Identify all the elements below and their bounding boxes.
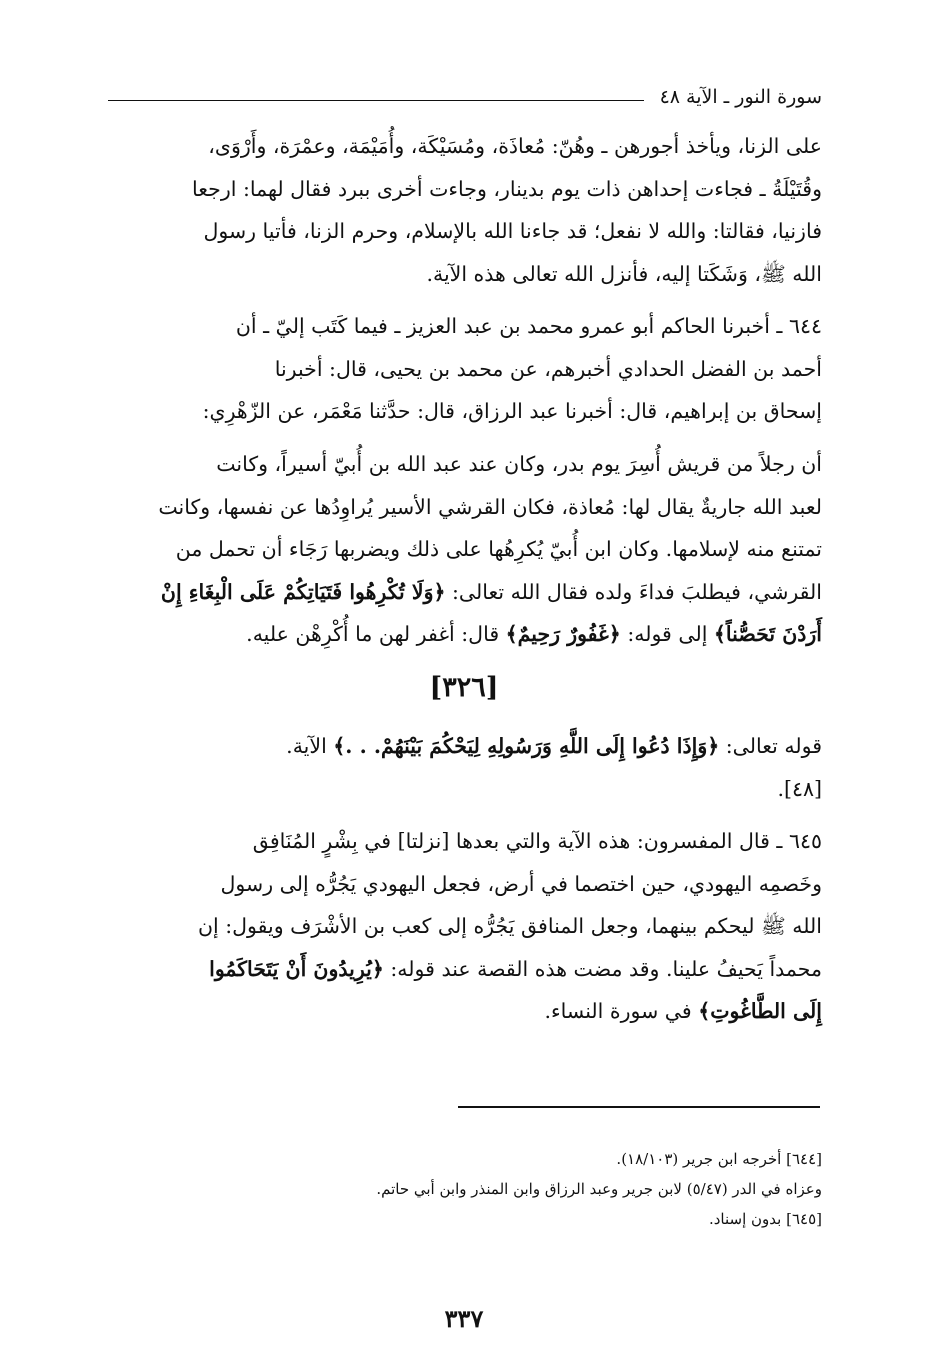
quran-verse: ﴿غَفُورٌ رَحِيمٌ﴾	[505, 622, 621, 646]
quran-verse: ﴿يُرِيدُونَ أَنْ يَتَحَاكَمُوا	[209, 956, 384, 981]
text-run: قوله تعالى:	[719, 734, 822, 758]
text-run: إلى قوله:	[620, 622, 714, 646]
text-line	[106, 613, 822, 656]
text-run: محمداً يَحيفُ علينا. وقد مضت هذه القصة عند قوله:	[383, 956, 822, 981]
footnote: [٦٤٥] بدون إسناد.	[708, 1210, 822, 1228]
text-line	[106, 571, 822, 614]
text-line	[106, 948, 822, 991]
text-line: على الزنا، ويأخذ أجورهن ـ وهُنّ: مُعاذَة، ومُسَيْكَة، وأُمَيْمَة، وعمْرَة، وأَرْوَى،	[208, 134, 822, 158]
text-line: تمتنع منه لإسلامها. وكان ابن أُبيّ يُكرِهُها على ذلك ويضربها رَجَاء أن تحمل من	[175, 537, 822, 561]
header-title: سورة النور ـ الآية ٤٨	[659, 86, 822, 108]
narration-paragraph-645	[106, 820, 822, 1033]
text-line: ٦٤٤ ـ أخبرنا الحاكم أبو عمرو محمد بن عبد العزيز ـ فيما كَتَب إليّ ـ أن	[235, 314, 822, 338]
text-line: لعبد الله جاريةٌ يقال لها: مُعاذة، فكان القرشي الأسير يُراوِدُها عن نفسها، وكانت	[158, 494, 822, 519]
text-line: ٦٤٥ ـ قال المفسرون: هذه الآية والتي بعدها [نزلتا] في بِشْرٍ المُنَافِق	[252, 829, 822, 853]
text-line: أحمد بن الفضل الحدادي أخبرهم، عن محمد بن يحيى، قال: أخبرنا	[274, 356, 822, 381]
text-run: الآية.	[286, 734, 334, 758]
quran-verse: ﴿وَإِذَا دُعُوا إِلَى اللَّهِ وَرَسُولِهِ لِيَحْكُمَ بَيْنَهُمْ. . .﴾	[333, 734, 720, 758]
isnad-paragraph-644	[106, 305, 822, 433]
footnote-rule	[458, 1106, 820, 1108]
footnote: [٦٤٤] أخرجه ابن جرير (١٨/١٠٣).	[616, 1150, 822, 1168]
text-line: أن رجلاً من قريش أُسِرَ يوم بدر، وكان عند عبد الله بن أُبيّ أسيراً، وكانت	[216, 452, 822, 476]
text-line: الله ﷺ، وَشَكَتا إليه، فأنزل الله تعالى هذه الآية.	[426, 261, 822, 286]
verse-paragraph	[106, 725, 822, 810]
quran-verse: إِلَى الطَّاغُوتِ﴾	[698, 999, 822, 1023]
text-run: قال: أغفر لهن ما أُكْرِهْن عليه.	[246, 622, 506, 646]
section-number-heading: [٣٢٦]	[429, 672, 499, 703]
paragraph-continuation	[106, 125, 822, 295]
running-header	[108, 86, 822, 114]
quran-verse: أَرَدْنَ تَحَصُّناً﴾	[713, 622, 822, 646]
footnote: وعزاه في الدر (٥/٤٧) لابن جرير وعبد الرزاق وابن المنذر وابن أبي حاتم.	[376, 1180, 822, 1198]
page-number: ٣٣٧	[444, 1304, 484, 1333]
text-line: [٤٨].	[777, 776, 822, 801]
text-line: فازنيا، فقالتا: والله لا نفعل؛ قد جاءنا الله بالإسلام، وحرم الزنا، فأتيا رسول	[203, 219, 822, 243]
text-line	[106, 990, 822, 1033]
text-run: في سورة النساء.	[544, 999, 699, 1023]
footnotes	[200, 1144, 822, 1234]
text-line: وقُتَيْلَةُ ـ فجاءت إحداهن ذات يوم بدينار، وجاءت أخرى ببرد فقال لهما: ارجعا	[192, 176, 822, 201]
text-line: الله ﷺ ليحكم بينهما، وجعل المنافق يَجُرُّه إلى كعب بن الأشْرَف ويقول: إن	[197, 914, 822, 938]
quran-verse: ﴿وَلَا تُكْرِهُوا فَتَيَاتِكُمْ عَلَى الْبِغَاءِ إِنْ	[160, 579, 446, 604]
narration-paragraph	[106, 443, 822, 656]
text-line: إسحاق بن إبراهيم، قال: أخبرنا عبد الرزاق، قال: حدَّثنا مَعْمَر، عن الزّهْرِي:	[202, 399, 822, 423]
text-line: وخَصمِه اليهودي، حين اختصما في أرض، فجعل اليهودي يَجُرُّه إلى رسول	[220, 871, 822, 896]
header-rule	[108, 100, 644, 101]
text-run: القرشي، فيطلبَ فداءَ ولده فقال الله تعالى:	[445, 579, 822, 604]
text-line	[106, 725, 822, 768]
